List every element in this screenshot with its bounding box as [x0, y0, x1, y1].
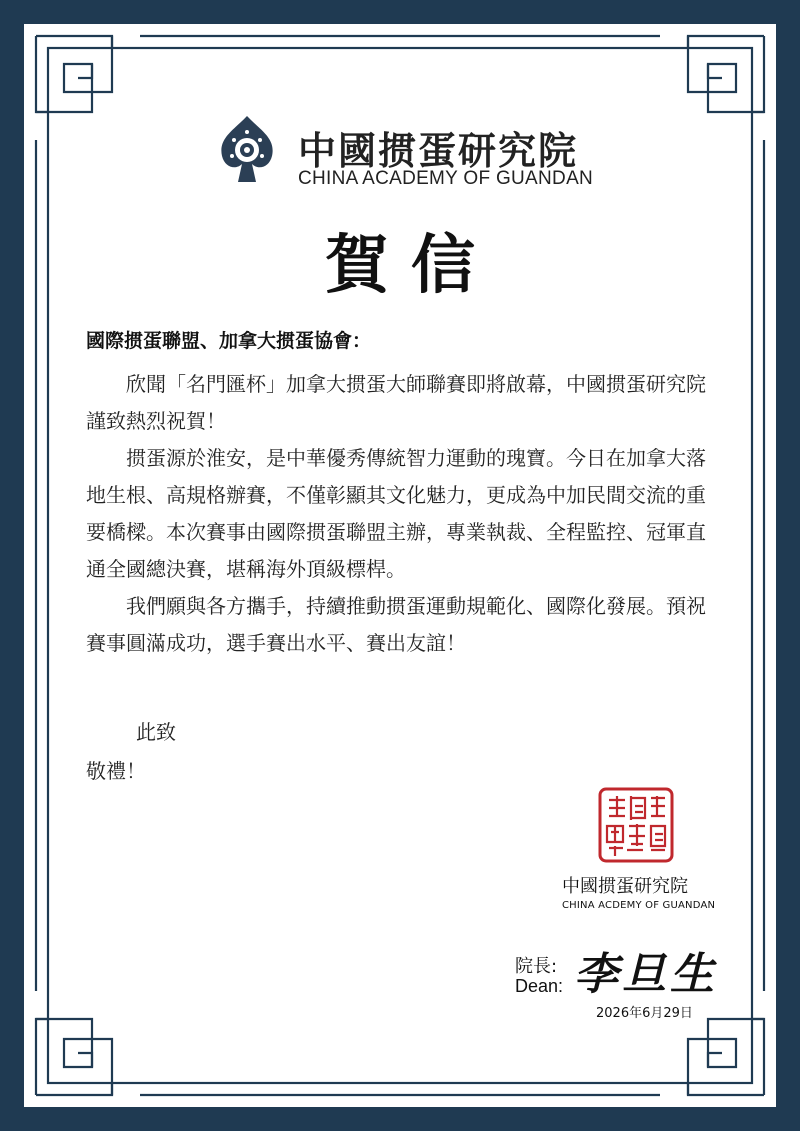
closing-line-2: 敬禮！ [86, 759, 146, 783]
sender-org-en: CHINA ACDEMY OF GUANDAN [562, 900, 716, 911]
letter-title: 賀信 [325, 228, 497, 303]
academy-name-en: CHINA ACADEMY OF GUANDAN [298, 168, 594, 189]
dean-label-cn: 院長: [515, 956, 558, 977]
dean-label-en: Dean: [515, 976, 564, 996]
body-paragraph: 掼蛋源於淮安，是中華優秀傳統智力運動的瑰寶。今日在加拿大落地生根、高規格辦賽，不僅彰顯其文化魅力，更成為中加民間交流的重要橋樑。本次賽事由國際掼蛋聯盟主辦，專業執裁、全程監控、冠軍直通全國總決賽，堪稱海外頂級標桿。 [86, 446, 706, 581]
sender-org-cn: 中國掼蛋研究院 [562, 876, 688, 897]
letter-body [86, 366, 718, 662]
salutation: 國際掼蛋聯盟、加拿大掼蛋協會： [86, 330, 372, 352]
academy-name-cn: 中國掼蛋研究院 [298, 128, 579, 173]
academy-emblem-icon [214, 112, 280, 188]
body-paragraph: 我們願與各方攜手，持續推動掼蛋運動規範化、國際化發展。預祝賽事圓滿成功，選手賽出水平、賽出友誼！ [86, 594, 706, 655]
body-paragraph: 欣聞「名門匯杯」加拿大掼蛋大師聯賽即將啟幕，中國掼蛋研究院謹致熱烈祝賀！ [86, 372, 706, 433]
academy-logo [214, 112, 594, 196]
official-seal [597, 786, 675, 864]
dean-signature: 李旦生 [574, 949, 718, 1000]
letter-date: 2026年6月29日 [596, 1006, 693, 1021]
closing-line-1: 此致 [136, 720, 176, 744]
